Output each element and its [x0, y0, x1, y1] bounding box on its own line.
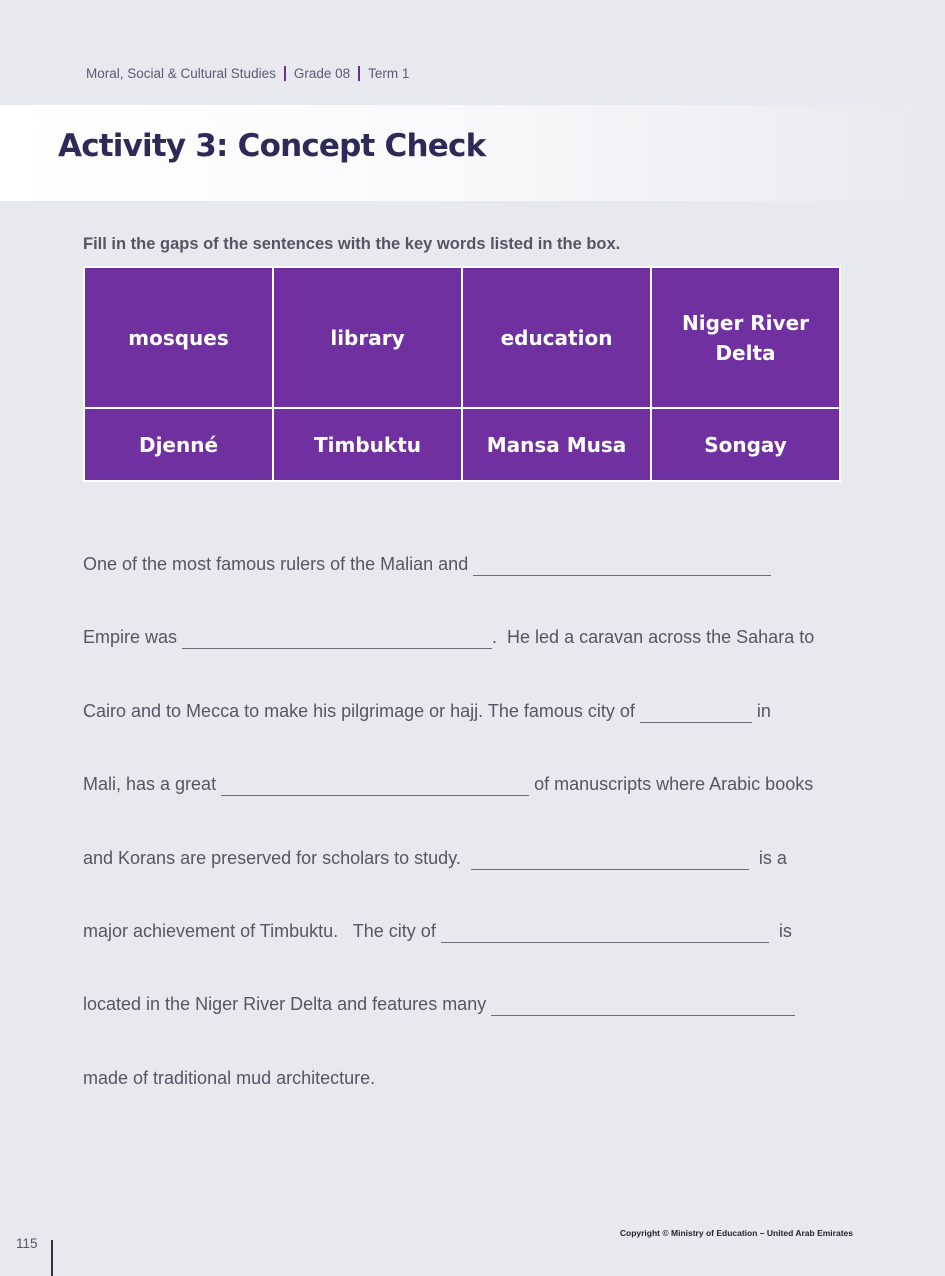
passage-line — [83, 838, 873, 911]
page-title: Activity 3: Concept Check — [58, 128, 486, 164]
passage-text: is — [768, 920, 792, 941]
key-word-cell: education — [462, 267, 651, 408]
passage-text: made of traditional mud architecture. — [83, 1067, 376, 1088]
passage-text: Cairo and to Mecca to make his pilgrimage or hajj. The famous city of — [83, 700, 640, 721]
passage-line — [83, 764, 873, 837]
passage-line — [83, 544, 873, 617]
answer-blank[interactable] — [640, 696, 752, 723]
passage-text: is a — [748, 847, 787, 868]
passage-line — [83, 617, 873, 690]
key-word-cell: Mansa Musa — [462, 408, 651, 481]
key-word-cell: Songay — [651, 408, 840, 481]
answer-blank[interactable] — [221, 769, 529, 796]
passage-text: Mali, has a great — [83, 774, 222, 795]
passage-line — [83, 911, 873, 984]
key-word-cell: mosques — [84, 267, 273, 408]
passage-text: . He led a caravan across the Sahara to — [492, 627, 815, 648]
passage-line — [83, 1058, 873, 1131]
instruction-text: Fill in the gaps of the sentences with the key words listed in the box. — [83, 235, 621, 253]
breadcrumb-separator — [284, 66, 286, 81]
page-number: 115 — [16, 1236, 38, 1251]
answer-blank[interactable] — [441, 916, 769, 943]
gap-fill-passage — [83, 544, 873, 1131]
passage-line — [83, 984, 873, 1057]
key-word-cell: Niger River Delta — [651, 267, 840, 408]
key-word-cell: library — [273, 267, 462, 408]
passage-text: located in the Niger River Delta and features many — [83, 994, 492, 1015]
passage-line — [83, 691, 873, 764]
passage-text: One of the most famous rulers of the Malian and — [83, 554, 474, 574]
answer-blank[interactable] — [471, 843, 749, 870]
copyright-notice: Copyright © Ministry of Education – United Arab Emirates — [619, 1228, 853, 1238]
passage-text: Empire was — [83, 627, 183, 648]
passage-text: major achievement of Timbuktu. The city of — [83, 920, 441, 941]
answer-blank[interactable] — [491, 989, 795, 1016]
passage-text: of manuscripts where Arabic books — [529, 774, 814, 795]
answer-blank[interactable] — [182, 622, 492, 649]
word-row — [84, 408, 840, 481]
passage-text: in — [751, 700, 771, 721]
key-word-cell: Timbuktu — [273, 408, 462, 481]
passage-text: and Korans are preserved for scholars to study. — [83, 847, 471, 868]
page-number-divider — [51, 1240, 53, 1276]
answer-blank[interactable] — [473, 549, 771, 576]
breadcrumb — [86, 66, 409, 81]
key-word-cell: Djenné — [84, 408, 273, 481]
breadcrumb-separator — [358, 66, 360, 81]
breadcrumb-grade: Grade 08 — [293, 66, 351, 81]
key-word-box — [83, 266, 841, 482]
breadcrumb-subject: Moral, Social & Cultural Studies — [86, 66, 276, 81]
word-row — [84, 267, 840, 408]
breadcrumb-term: Term 1 — [368, 66, 410, 81]
